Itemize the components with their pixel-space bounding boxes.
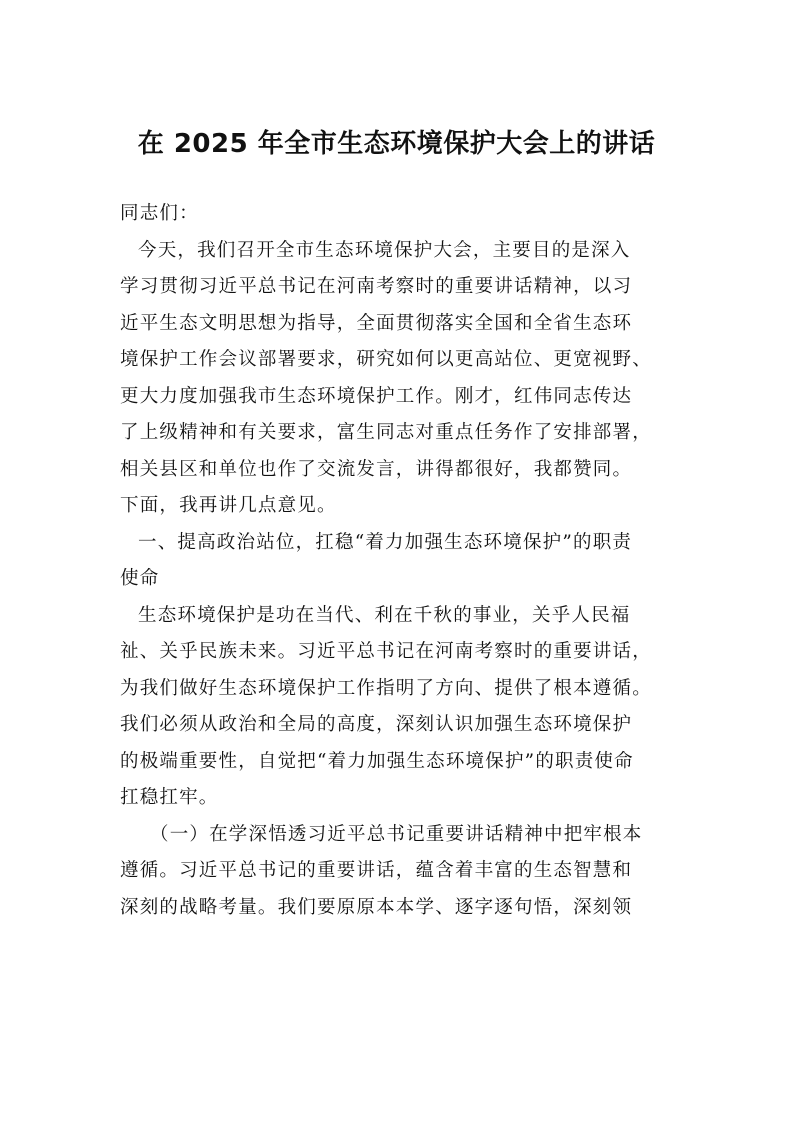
body-line: 的极端重要性，自觉把“着力加强生态环境保护”的职责使命 [120, 750, 634, 772]
body-line: 遵循。习近平总书记的重要讲话，蕴含着丰富的生态智慧和 [120, 860, 633, 881]
body-line: 为我们做好生态环境保护工作指明了方向、提供了根本遵循。 [120, 677, 652, 699]
body-line: 学习贯彻习近平总书记在河南考察时的重要讲话精神，以习 [120, 276, 633, 297]
body-line: 扛稳扛牢。 [120, 787, 219, 808]
body-line: 生态环境保护是功在当代、利在千秋的事业，关乎人民福 [138, 604, 631, 626]
section-heading-line: 一、提高政治站位，扛稳“着力加强生态环境保护”的职责 [138, 531, 633, 553]
document-body [120, 196, 680, 926]
body-line: 我们必须从政治和全局的高度，深刻认识加强生态环境保护 [120, 714, 633, 735]
body-line: 相关县区和单位也作了交流发言，讲得都很好，我都赞同。 [120, 458, 633, 480]
body-line: 深刻的战略考量。我们要原原本本学、逐字逐句悟，深刻领 [120, 896, 633, 918]
body-line: 境保护工作会议部署要求，研究如何以更高站位、更宽视野、 [120, 349, 652, 370]
subsection-line: （一）在学深悟透习近平总书记重要讲话精神中把牢根本 [150, 823, 643, 845]
body-line: 下面，我再讲几点意见。 [120, 495, 337, 516]
body-line: 了上级精神和有关要求，富生同志对重点任务作了安排部署， [120, 422, 652, 443]
body-line: 今天，我们召开全市生态环境保护大会，主要目的是深入 [138, 239, 631, 261]
body-line: 祉、关乎民族未来。习近平总书记在河南考察时的重要讲话， [120, 641, 652, 662]
body-line: 近平生态文明思想为指导，全面贯彻落实全国和全省生态环 [120, 312, 633, 334]
salutation-line: 同志们： [120, 203, 199, 224]
body-line: 更大力度加强我市生态环境保护工作。刚才，红伟同志传达 [120, 385, 633, 407]
section-heading-line: 使命 [120, 568, 160, 589]
document-title: 在 2025 年全市生态环境保护大会上的讲话 [137, 129, 656, 159]
